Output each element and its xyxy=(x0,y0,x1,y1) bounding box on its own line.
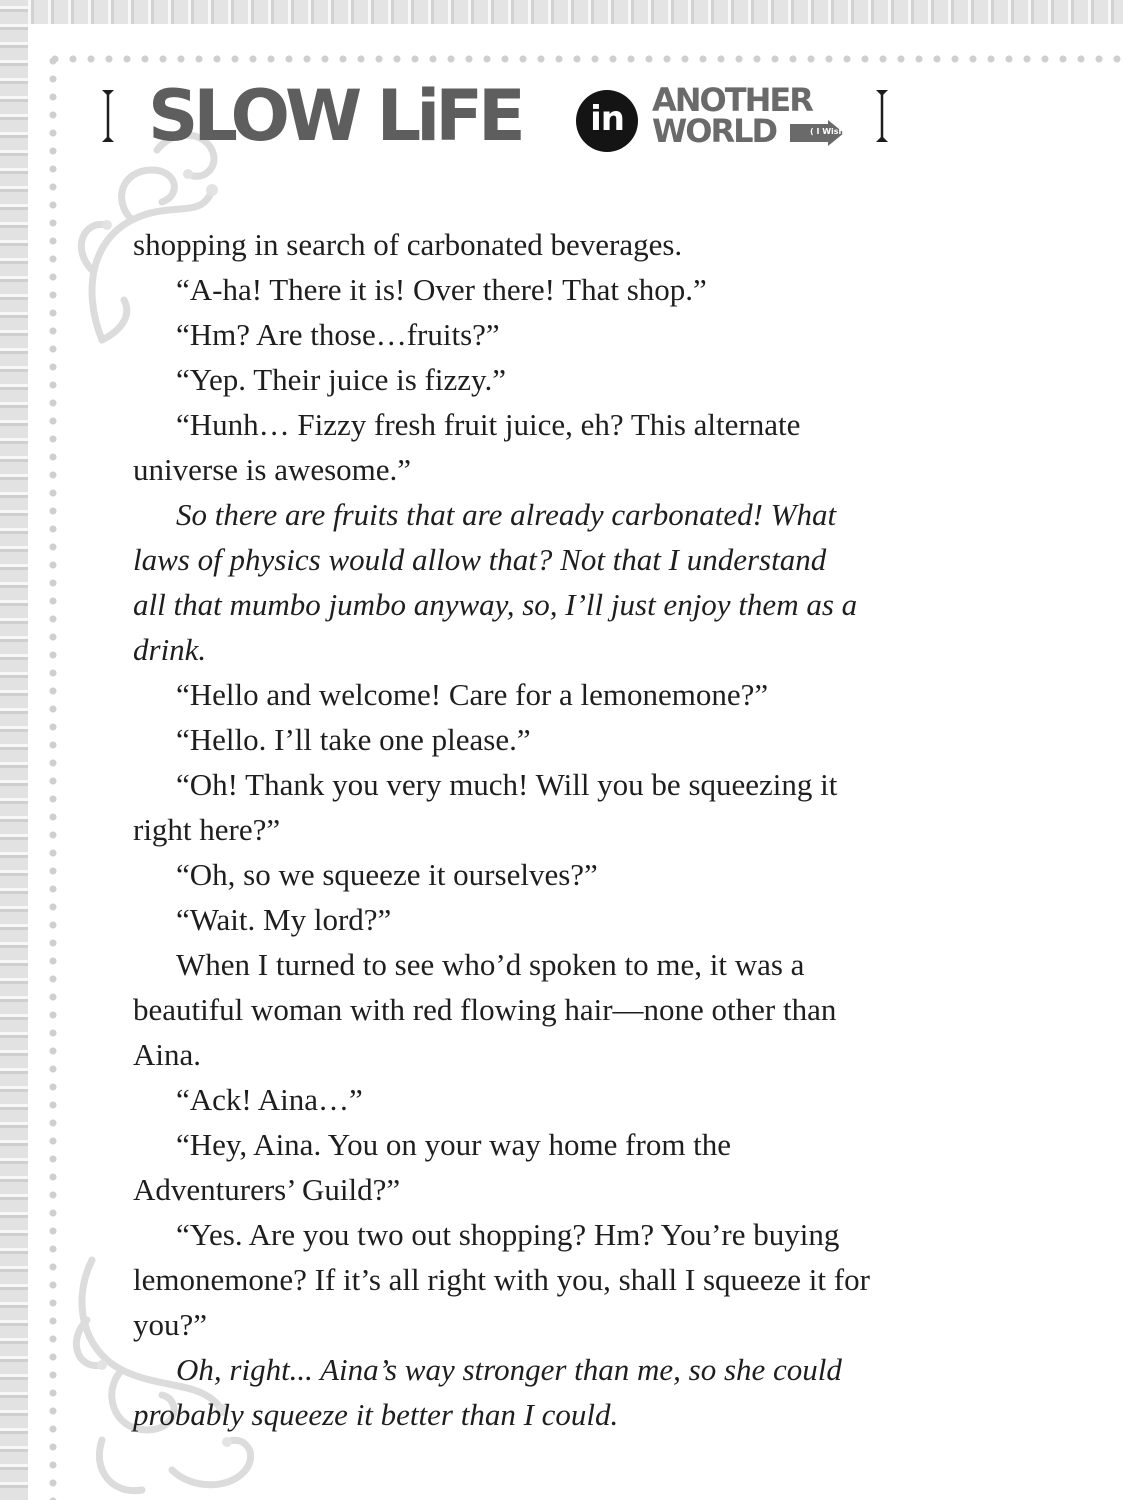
text-line: universe is awesome.” xyxy=(133,452,412,487)
text-line: “Hunh… Fizzy fresh fruit juice, eh? This alternate xyxy=(176,407,801,442)
decorative-border-top xyxy=(0,0,1123,24)
text-line: “Yes. Are you two out shopping? Hm? You’re buying xyxy=(176,1217,840,1252)
dot-border-top xyxy=(46,52,1123,66)
text-line: “A-ha! There it is! Over there! That shop.” xyxy=(176,272,707,307)
text-line: you?” xyxy=(133,1307,208,1342)
text-line: So there are fruits that are already carbonated! What xyxy=(176,497,837,532)
text-line: lemonemone? If it’s all right with you, shall I squeeze it for xyxy=(133,1262,870,1297)
text-line: probably squeeze it better than I could. xyxy=(133,1397,619,1432)
text-line: “Oh, so we squeeze it ourselves?” xyxy=(176,857,598,892)
text-line: beautiful woman with red flowing hair—none other than xyxy=(133,992,837,1027)
text-line: “Hello. I’ll take one please.” xyxy=(176,722,531,757)
text-line: “Wait. My lord?” xyxy=(176,902,392,937)
left-bracket-ornament xyxy=(100,88,116,144)
text-line: shopping in search of carbonated beverages. xyxy=(133,227,683,262)
text-line: Aina. xyxy=(133,1037,202,1072)
logo-world-word: WORLD xyxy=(652,112,777,150)
logo-title-slow-life: SLOW LiFE xyxy=(148,75,521,157)
text-line: “Hm? Are those…fruits?” xyxy=(176,317,500,352)
text-line: When I turned to see who’d spoken to me, it was a xyxy=(176,947,805,982)
text-line: “Yep. Their juice is fizzy.” xyxy=(176,362,506,397)
book-header-logo xyxy=(100,75,900,157)
text-line: Oh, right... Aina’s way stronger than me, so she could xyxy=(176,1352,842,1387)
text-line: right here?” xyxy=(133,812,281,847)
text-line: “Hello and welcome! Care for a lemonemone?” xyxy=(176,677,769,712)
text-line: drink. xyxy=(133,632,207,667)
text-line: “Ack! Aina…” xyxy=(176,1082,363,1117)
text-line: Adventurers’ Guild?” xyxy=(133,1172,401,1207)
right-bracket-ornament xyxy=(874,88,890,144)
text-line: laws of physics would allow that? Not that I understand xyxy=(133,542,827,577)
dot-border-left xyxy=(46,52,60,1500)
logo-another-word: ANOTHER xyxy=(652,81,812,119)
page-body-text xyxy=(133,222,1013,1437)
text-line: “Oh! Thank you very much! Will you be squeezing it xyxy=(176,767,838,802)
text-line: “Hey, Aina. You on your way home from the xyxy=(176,1127,732,1162)
logo-tagline: ( I Wish! ) xyxy=(810,127,855,136)
logo-in-badge: in xyxy=(576,90,638,152)
text-line: all that mumbo jumbo anyway, so, I’ll just enjoy them as a xyxy=(133,587,858,622)
decorative-border-left xyxy=(0,0,28,1500)
